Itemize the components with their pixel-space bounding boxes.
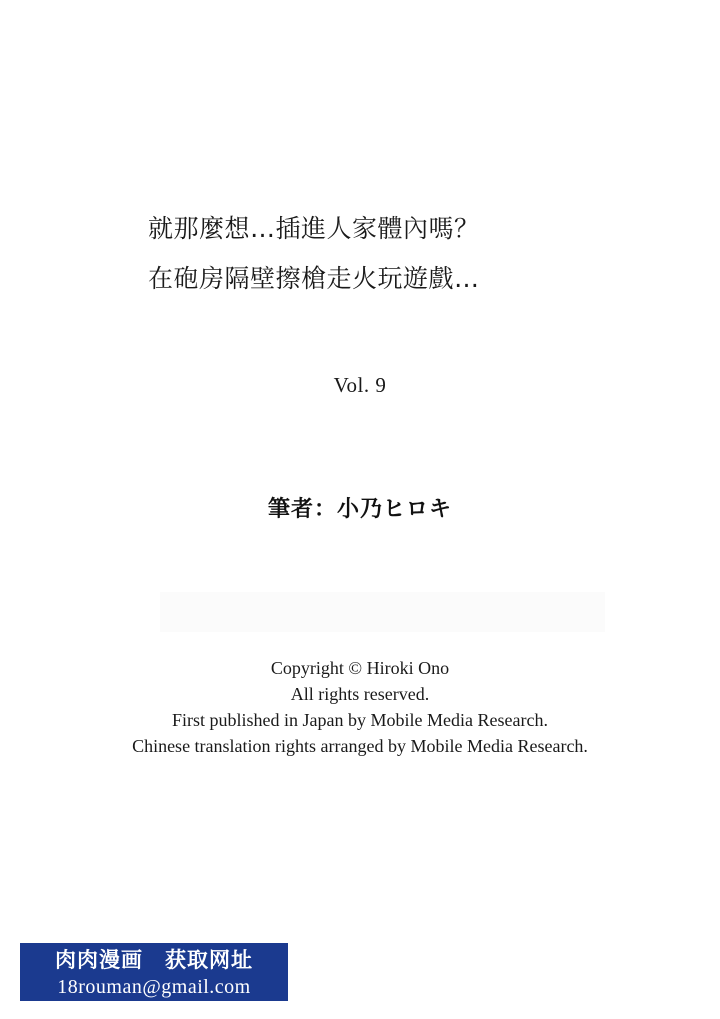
volume-label: Vol. 9 bbox=[333, 373, 387, 397]
watermark-site-name: 肉肉漫画 获取网址 bbox=[55, 948, 253, 972]
copyright-line-4: Chinese translation rights arranged by Mobile Media Research. bbox=[132, 736, 588, 756]
title-block bbox=[0, 204, 720, 304]
copyright-block bbox=[0, 655, 720, 759]
copyright-line-1: Copyright © Hiroki Ono bbox=[270, 658, 450, 678]
watermark-banner bbox=[18, 941, 290, 1003]
title-line-2: 在砲房隔壁擦槍走火玩遊戲… bbox=[148, 264, 480, 293]
watermark-email: 18rouman@gmail.com bbox=[57, 976, 251, 998]
copyright-line-3: First published in Japan by Mobile Media Research. bbox=[172, 710, 548, 730]
blank-strip bbox=[160, 592, 605, 632]
copyright-line-2: All rights reserved. bbox=[290, 684, 430, 704]
title-line-1: 就那麼想…插進人家體內嗎？ bbox=[148, 214, 480, 243]
author-label: 筆者：小乃ヒロキ bbox=[267, 497, 452, 522]
